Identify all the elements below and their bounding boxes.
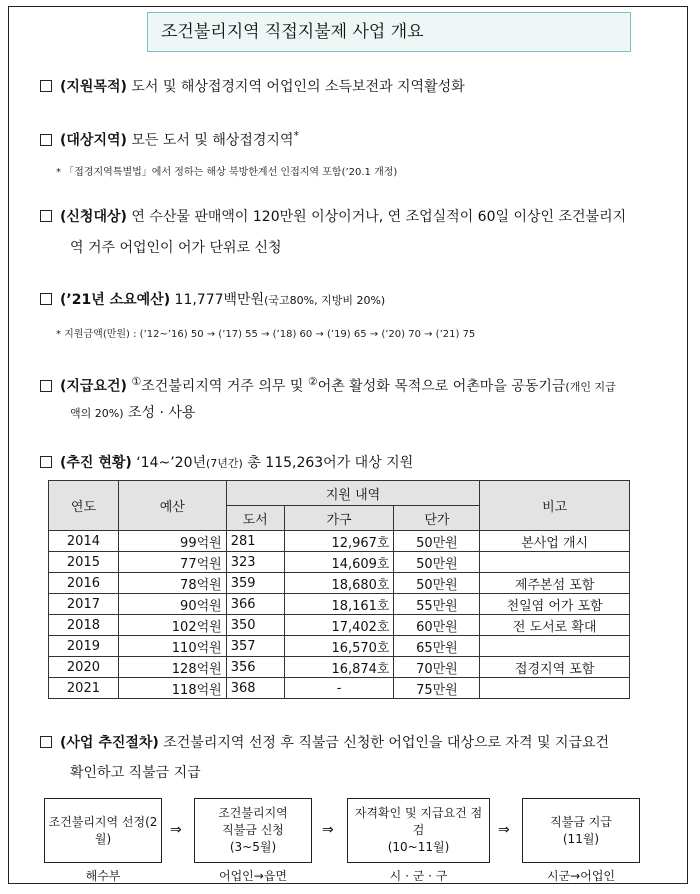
- flow-caption: 어업인→읍면: [218, 869, 287, 883]
- flow-step-line: 자격확인 및 지급요건 점검: [354, 806, 483, 837]
- cell-budget: 90억원: [118, 594, 226, 615]
- table-row: [49, 531, 630, 552]
- arrow-right-icon: ⇒: [498, 822, 510, 838]
- section-budget: [40, 290, 385, 311]
- support-table: [48, 480, 630, 699]
- flow-step-line: 직불금 신청: [222, 823, 284, 837]
- cell-unit: 75만원: [394, 678, 480, 699]
- flow-caption: 해수부: [85, 869, 121, 883]
- checkbox-square-icon: [40, 134, 52, 146]
- cell-unit: 55만원: [394, 594, 480, 615]
- section-text: 도서 및 해상접경지역 어업인의 소득보전과 지역활성화: [126, 79, 465, 95]
- header-remarks: 비고: [480, 481, 630, 531]
- section-label: (지원목적): [60, 79, 127, 95]
- section-procedure: [40, 733, 609, 753]
- cell-remarks: [480, 678, 630, 699]
- cell-islands: 281: [226, 531, 284, 552]
- cell-budget: 128억원: [118, 657, 226, 678]
- section-eligibility-cont: 역 거주 어업인이 어가 단위로 신청: [70, 240, 282, 256]
- cell-households: 14,609호: [284, 552, 394, 573]
- section-small: (국고80%, 지방비 20%): [264, 294, 386, 307]
- flow-step-line: 조건불리지역 선정(2: [48, 814, 158, 829]
- cell-households: -: [284, 678, 394, 699]
- header-islands: 도서: [226, 506, 284, 531]
- cell-remarks: 전 도서로 확대: [480, 615, 630, 636]
- cell-households: 16,570호: [284, 636, 394, 657]
- cell-year: 2019: [49, 636, 119, 657]
- table-row: [49, 636, 630, 657]
- section-small: (7년간): [206, 457, 243, 470]
- footnote-marker: *: [293, 129, 299, 142]
- section-label: (추진 현황): [60, 455, 132, 471]
- footnote-target: * 「접경지역특별법」에서 정하는 해상 북방한계선 인접지역 포함(’20.1 개정): [56, 167, 398, 178]
- section-requirements: [40, 372, 616, 398]
- circle-number-2: ②: [307, 375, 318, 388]
- section-procedure-cont: 확인하고 직불금 지급: [70, 765, 201, 781]
- header-year: 연도: [49, 481, 119, 531]
- flow-step-application: [194, 798, 312, 863]
- cell-remarks: [480, 636, 630, 657]
- cell-unit: 65만원: [394, 636, 480, 657]
- cell-year: 2015: [49, 552, 119, 573]
- cell-remarks: 접경지역 포함: [480, 657, 630, 678]
- cell-households: 17,402호: [284, 615, 394, 636]
- cell-budget: 102억원: [118, 615, 226, 636]
- section-target: [40, 126, 299, 151]
- section-label: (’21년 소요예산): [60, 292, 171, 308]
- header-budget: 예산: [118, 481, 226, 531]
- cell-households: 12,967호: [284, 531, 394, 552]
- flow-step-verification: [347, 798, 490, 863]
- flow-step-line: (11월): [562, 831, 600, 846]
- flow-caption: 시 · 군 · 구: [389, 869, 448, 883]
- section-text: 조건불리지역 선정 후 직불금 신청한 어업인을 대상으로 자격 및 지급요건: [158, 735, 610, 751]
- cell-households: 16,874호: [284, 657, 394, 678]
- flow-step-line: 직불금 지급: [550, 814, 612, 829]
- table-row: [49, 615, 630, 636]
- table-row: [49, 657, 630, 678]
- cell-islands: 368: [226, 678, 284, 699]
- cell-islands: 323: [226, 552, 284, 573]
- arrow-right-icon: ⇒: [322, 822, 334, 838]
- table-row: [49, 594, 630, 615]
- checkbox-square-icon: [40, 380, 52, 392]
- cell-year: 2014: [49, 531, 119, 552]
- section-text: ‘14~’20년: [131, 455, 207, 471]
- cell-remarks: 제주본섬 포함: [480, 573, 630, 594]
- cell-remarks: 천일염 어가 포함: [480, 594, 630, 615]
- section-text-2: 어촌 활성화 목적으로 어촌마을 공동기금: [317, 378, 566, 395]
- cell-budget: 99억원: [118, 531, 226, 552]
- flow-step-line: (10~11월): [387, 840, 450, 854]
- footnote-budget: * 지원금액(만원) : (’12~’16) 50 → (’17) 55 → (’18) 60 → (’19) 65 → (’20) 70 → (’21) 75: [56, 329, 476, 340]
- header-unit: 단가: [394, 506, 480, 531]
- flow-step-line: 월): [94, 831, 112, 846]
- checkbox-square-icon: [40, 736, 52, 748]
- cell-islands: 357: [226, 636, 284, 657]
- cell-unit: 70만원: [394, 657, 480, 678]
- section-requirements-cont: [70, 403, 195, 424]
- table-row: [49, 573, 630, 594]
- circle-number-1: ①: [131, 375, 142, 388]
- cell-budget: 110억원: [118, 636, 226, 657]
- flow-step-line: 조건불리지역: [218, 806, 288, 820]
- flow-step-payment: [522, 798, 640, 863]
- cell-year: 2020: [49, 657, 119, 678]
- cell-remarks: 본사업 개시: [480, 531, 630, 552]
- section-text: 11,777백만원: [170, 292, 265, 308]
- table-row: [49, 678, 630, 699]
- cell-year: 2018: [49, 615, 119, 636]
- section-label: (사업 추진절차): [60, 735, 159, 751]
- arrow-right-icon: ⇒: [170, 822, 182, 838]
- flow-caption: 시군→어업인: [546, 869, 615, 883]
- cell-unit: 60만원: [394, 615, 480, 636]
- checkbox-square-icon: [40, 456, 52, 468]
- cell-year: 2017: [49, 594, 119, 615]
- section-text: 모든 도서 및 해상접경지역: [126, 132, 294, 149]
- cell-unit: 50만원: [394, 573, 480, 594]
- cell-households: 18,680호: [284, 573, 394, 594]
- flow-step-line: (3~5월): [229, 840, 277, 854]
- cell-islands: 356: [226, 657, 284, 678]
- cell-islands: 359: [226, 573, 284, 594]
- section-status: [40, 453, 413, 474]
- cell-year: 2021: [49, 678, 119, 699]
- checkbox-square-icon: [40, 293, 52, 305]
- section-text: 연 수산물 판매액이 120만원 이상이거나, 연 조업실적이 60일 이상인 조건불리지: [126, 209, 627, 225]
- header-support: 지원 내역: [226, 481, 480, 506]
- section-small: (개인 지급: [565, 380, 616, 394]
- flow-step-selection: [44, 798, 162, 863]
- cell-households: 18,161호: [284, 594, 394, 615]
- section-text-cont: 조성 · 사용: [123, 405, 196, 421]
- section-text-2: 총 115,263어가 대상 지원: [242, 455, 414, 471]
- cell-budget: 118억원: [118, 678, 226, 699]
- cell-remarks: [480, 552, 630, 573]
- cell-unit: 50만원: [394, 552, 480, 573]
- section-label: (신청대상): [60, 209, 127, 225]
- section-label: (대상지역): [60, 132, 127, 149]
- cell-year: 2016: [49, 573, 119, 594]
- section-purpose: [40, 77, 465, 97]
- section-label: (지급요건): [60, 378, 127, 395]
- table-row: [49, 552, 630, 573]
- page-title: 조건불리지역 직접지불제 사업 개요: [147, 12, 631, 52]
- cell-unit: 50만원: [394, 531, 480, 552]
- cell-islands: 350: [226, 615, 284, 636]
- section-small-cont: 액의 20%): [70, 407, 124, 420]
- checkbox-square-icon: [40, 80, 52, 92]
- cell-budget: 78억원: [118, 573, 226, 594]
- section-text: 조건불리지역 거주 의무 및: [141, 378, 308, 395]
- cell-budget: 77억원: [118, 552, 226, 573]
- section-eligibility: [40, 207, 626, 227]
- header-households: 가구: [284, 506, 394, 531]
- cell-islands: 366: [226, 594, 284, 615]
- checkbox-square-icon: [40, 210, 52, 222]
